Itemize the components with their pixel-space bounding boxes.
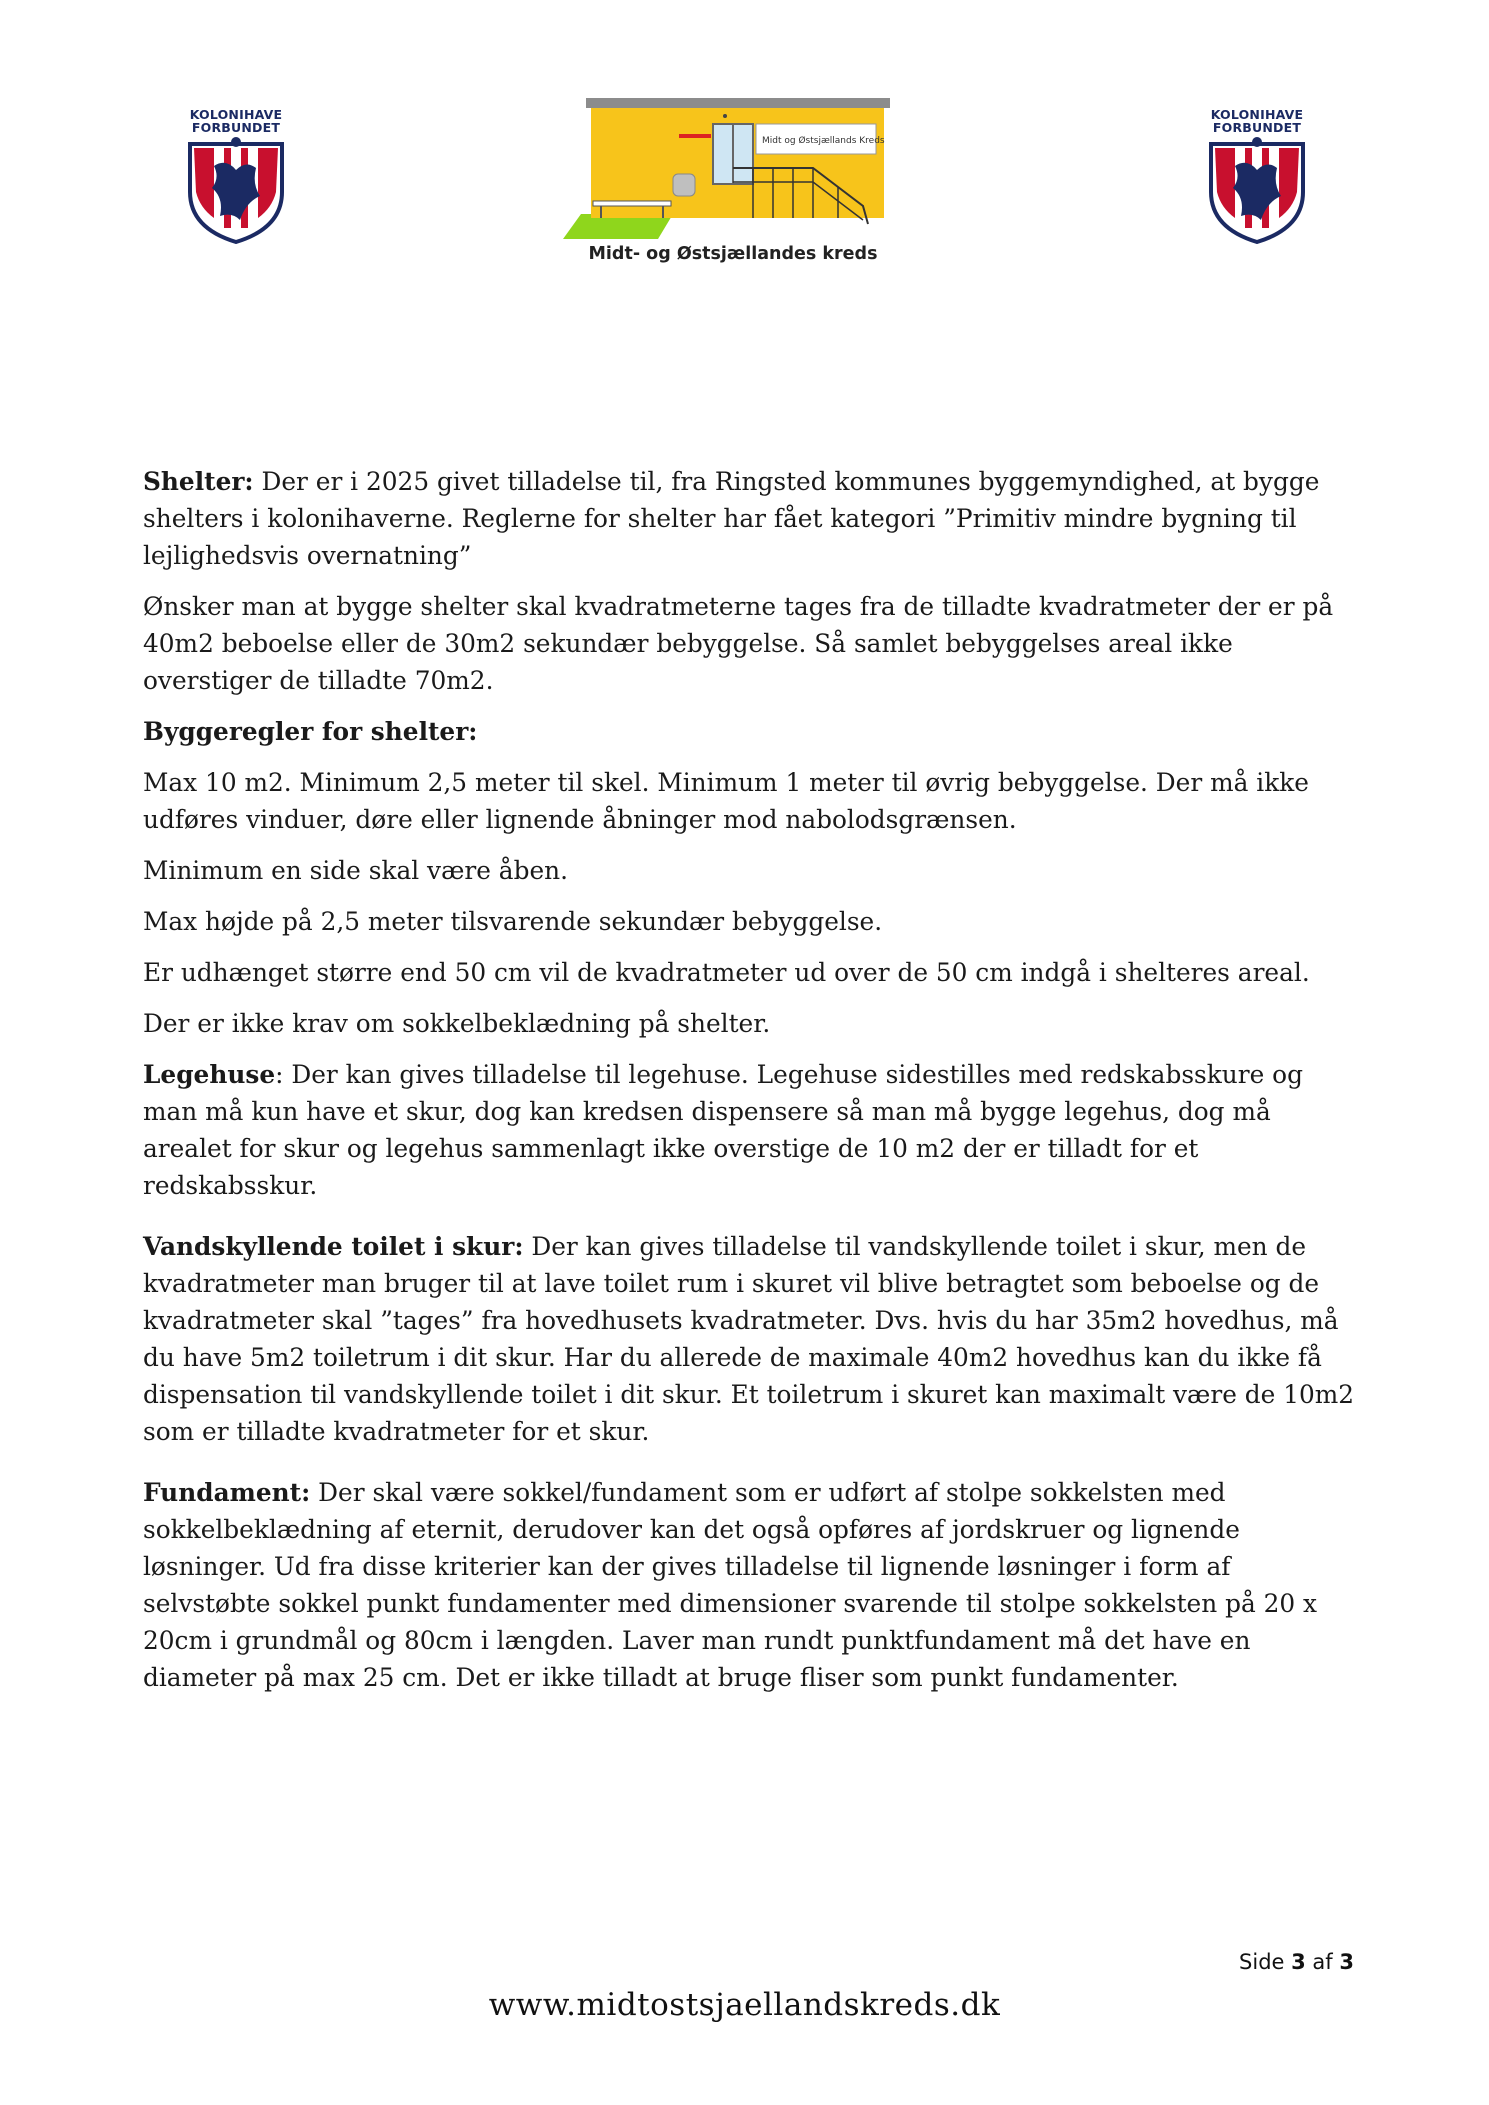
logo-text: KOLONIHAVE FORBUNDET xyxy=(1210,107,1304,135)
rule-paragraph: Max højde på 2,5 meter tilsvarende sekundær bebyggelse. xyxy=(143,907,883,936)
rule-paragraph: Max 10 m2. Minimum 2,5 meter til skel. Minimum 1 meter til øvrig bebyggelse. Der må ikke udføres vinduer, døre eller lignende åbninger mod nabolodsgrænsen. xyxy=(143,768,1309,834)
kreds-house-logo xyxy=(563,96,903,276)
shield-icon xyxy=(184,136,288,244)
rule-paragraph: Der er ikke krav om sokkelbeklædning på shelter. xyxy=(143,1009,771,1038)
shelter-text: Der er i 2025 givet tilladelse til, fra Ringsted kommunes byggemyndighed, at bygge shelters i kolonihaverne. Reglerne for shelter har fået kategori ”Primitiv mindre bygning til lejlighedsvis overnatning” xyxy=(143,467,1320,570)
page-prefix: Side xyxy=(1239,1950,1292,1974)
shelter-paragraph xyxy=(143,463,1363,574)
kreds-caption: Midt- og Østsjællandes kreds xyxy=(588,244,878,264)
legehuse-heading: Legehuse xyxy=(143,1060,276,1089)
logo-text: KOLONIHAVE FORBUNDET xyxy=(189,107,283,135)
legehuse-paragraph xyxy=(143,1056,1363,1204)
kolonihave-forbundet-logo-left xyxy=(181,108,291,244)
byggeregler-heading-text: Byggeregler for shelter: xyxy=(143,717,478,746)
page-mid: af xyxy=(1305,1950,1340,1974)
fundament-heading: Fundament: xyxy=(143,1478,311,1507)
kolonihave-forbundet-logo-right xyxy=(1202,108,1312,244)
rule-paragraph: Minimum en side skal være åben. xyxy=(143,856,568,885)
shield-icon xyxy=(1205,136,1309,244)
toilet-heading: Vandskyllende toilet i skur: xyxy=(143,1232,524,1261)
document-body xyxy=(143,463,1363,1710)
footer-website-url: www.midtostsjaellandskreds.dk xyxy=(488,1987,1001,2023)
fundament-text: Der skal være sokkel/fundament som er udført af stolpe sokkelsten med sokkelbeklædning af eternit, derudover kan det også opføres af jordskruer og lignende løsninger. Ud fra disse kriterier kan der gives tilladelse til lignende løsninger i form af selvstøbte sokkel punkt fundamenter med dimensioner svarende til stolpe sokkelsten på 20 x 20cm i grundmål og 80cm i længden. Laver man rundt punktfundament må det have en diameter på max 25 cm. Det er ikke tilladt at bruge fliser som punkt fundamenter. xyxy=(143,1478,1318,1692)
svg-text:Midt og Østsjællands Kreds: Midt og Østsjællands Kreds xyxy=(762,136,885,146)
page-current: 3 xyxy=(1291,1950,1306,1974)
toilet-paragraph xyxy=(143,1228,1363,1450)
page-number xyxy=(1239,1950,1354,1974)
rule-paragraph: Er udhænget større end 50 cm vil de kvadratmeter ud over de 50 cm indgå i shelteres areal. xyxy=(143,958,1310,987)
shelter-area-paragraph: Ønsker man at bygge shelter skal kvadratmeterne tages fra de tilladte kvadratmeter der er på 40m2 beboelse eller de 30m2 sekundær bebyggelse. Så samlet bebyggelses areal ikke overstiger de tilladte 70m2. xyxy=(143,592,1334,695)
toilet-text: Der kan gives tilladelse til vandskyllende toilet i skur, men de kvadratmeter man bruger til at lave toilet rum i skuret vil blive betragtet som beboelse og de kvadratmeter skal ”tages” fra hovedhusets kvadratmeter. Dvs. hvis du har 35m2 hovedhus, må du have 5m2 toiletrum i dit skur. Har du allerede de maximale 40m2 hovedhus kan du ikke få dispensation til vandskyllende toilet i dit skur. Et toiletrum i skuret kan maximalt være de 10m2 som er tilladte kvadratmeter for et skur. xyxy=(143,1232,1355,1446)
page-total: 3 xyxy=(1339,1950,1354,1974)
legehuse-text: : Der kan gives tilladelse til legehuse. Legehuse sidestilles med redskabsskure og man må kun have et skur, dog kan kredsen dispensere så man må bygge legehus, dog må arealet for skur og legehus sammenlagt ikke overstige de 10 m2 der er tilladt for et redskabsskur. xyxy=(143,1060,1303,1200)
shelter-heading: Shelter: xyxy=(143,467,254,496)
fundament-paragraph xyxy=(143,1474,1363,1696)
byggeregler-heading xyxy=(143,713,1363,750)
house-illustration-icon xyxy=(563,96,903,241)
